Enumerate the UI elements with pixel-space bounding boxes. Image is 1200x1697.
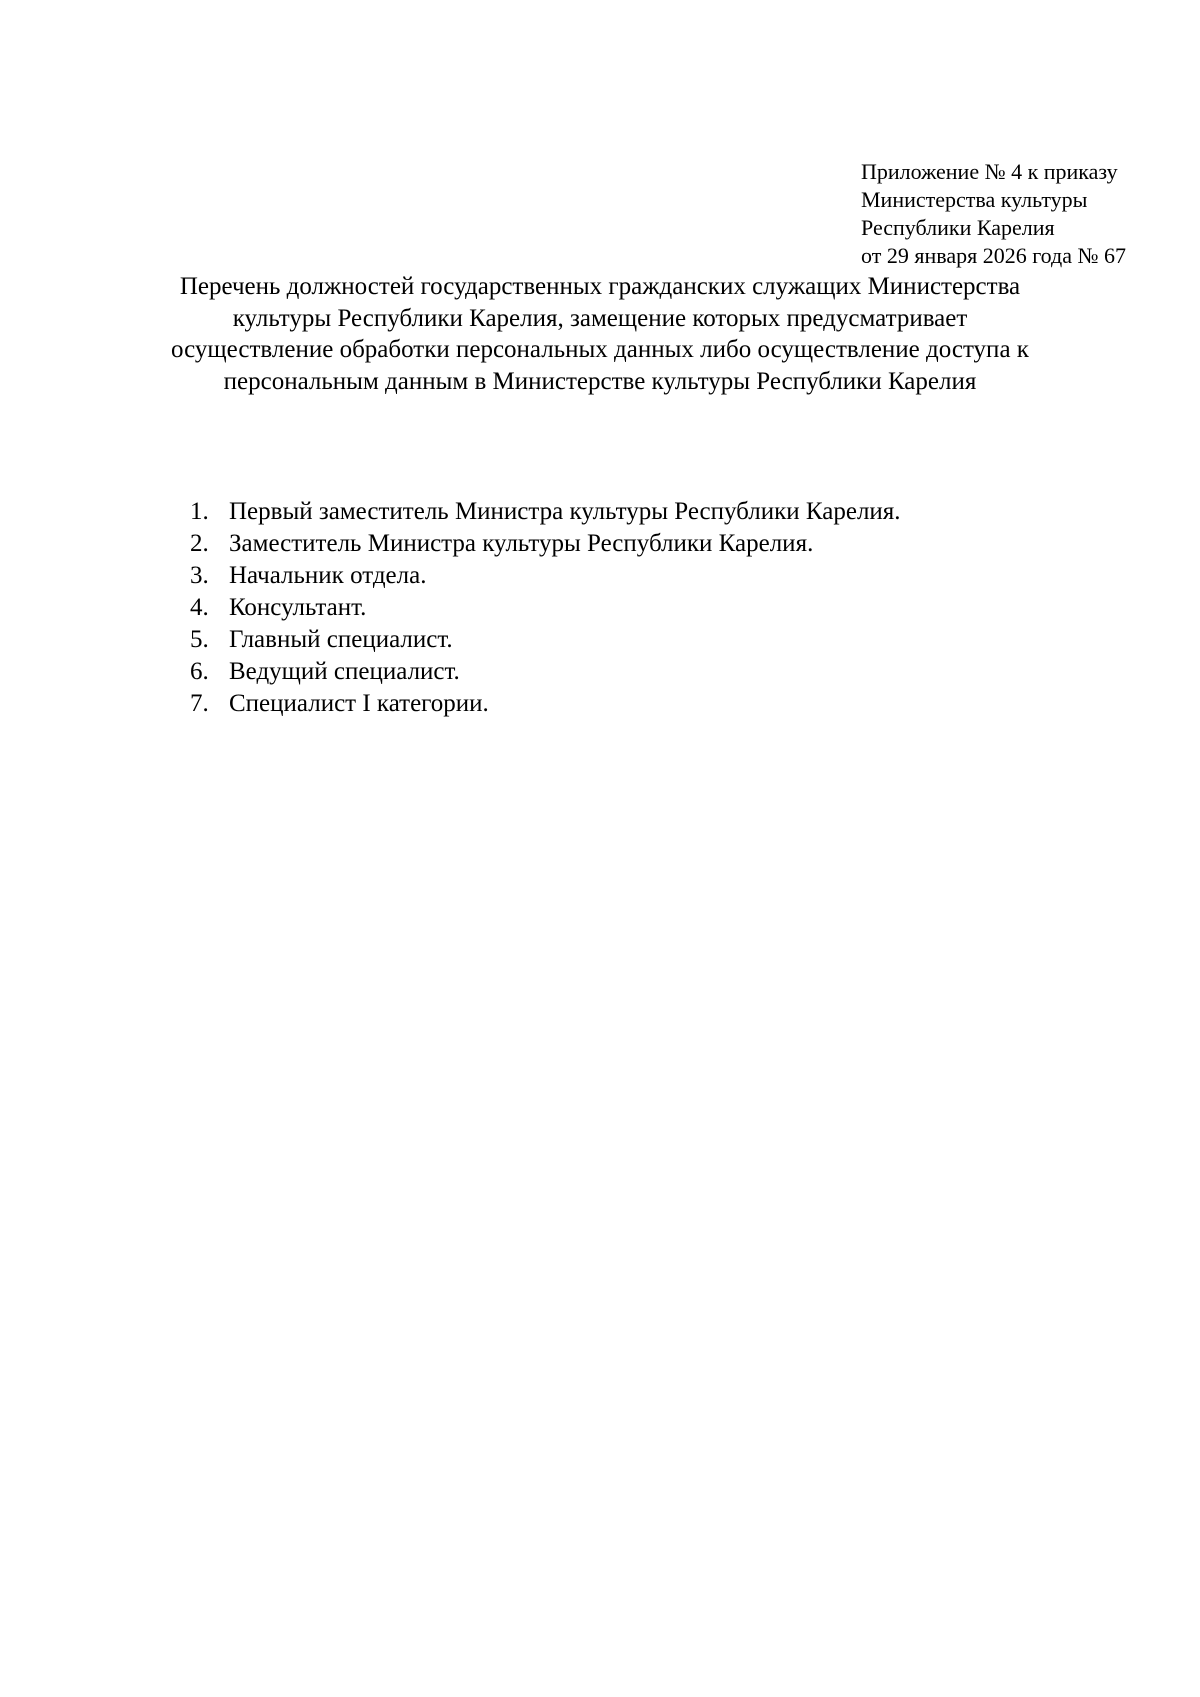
appendix-line: Министерства культуры (861, 187, 1088, 212)
list-item-number: 7. (190, 690, 209, 717)
list-item (190, 656, 901, 688)
title-line: осуществление обработки персональных данных либо осуществление доступа к (171, 336, 1029, 363)
list-item (190, 528, 901, 560)
list-item-text: Начальник отдела. (229, 562, 427, 589)
list-item (190, 624, 901, 656)
list-item (190, 688, 901, 720)
list-item-text: Специалист I категории. (229, 690, 489, 717)
list-item-number: 1. (190, 498, 209, 525)
appendix-line: от 29 января 2026 года № 67 (861, 243, 1126, 268)
title-line: Перечень должностей государственных гражданских служащих Министерства (179, 273, 1021, 300)
list-item-number: 3. (190, 562, 209, 589)
list-item-number: 5. (190, 626, 209, 653)
list-item-number: 6. (190, 658, 209, 685)
list-item-text: Ведущий специалист. (229, 658, 460, 685)
list-item (190, 496, 901, 528)
title-line: культуры Республики Карелия, замещение которых предусматривает (232, 304, 968, 332)
list-item-text: Заместитель Министра культуры Республики Карелия. (229, 530, 814, 557)
list-item-text: Консультант. (229, 594, 367, 621)
positions-list (190, 496, 901, 720)
list-item (190, 560, 901, 592)
appendix-block (861, 158, 1126, 270)
appendix-line: Республики Карелия (861, 215, 1055, 240)
list-item-text: Главный специалист. (229, 626, 453, 653)
appendix-line: Приложение № 4 к приказу (861, 159, 1118, 184)
list-item (190, 592, 901, 624)
list-item-number: 4. (190, 594, 209, 621)
list-item-number: 2. (190, 530, 209, 557)
title-line: персональным данным в Министерстве культуры Республики Карелия (223, 367, 977, 395)
list-item-text: Первый заместитель Министра культуры Республики Карелия. (229, 498, 901, 525)
document-title (120, 271, 1080, 397)
